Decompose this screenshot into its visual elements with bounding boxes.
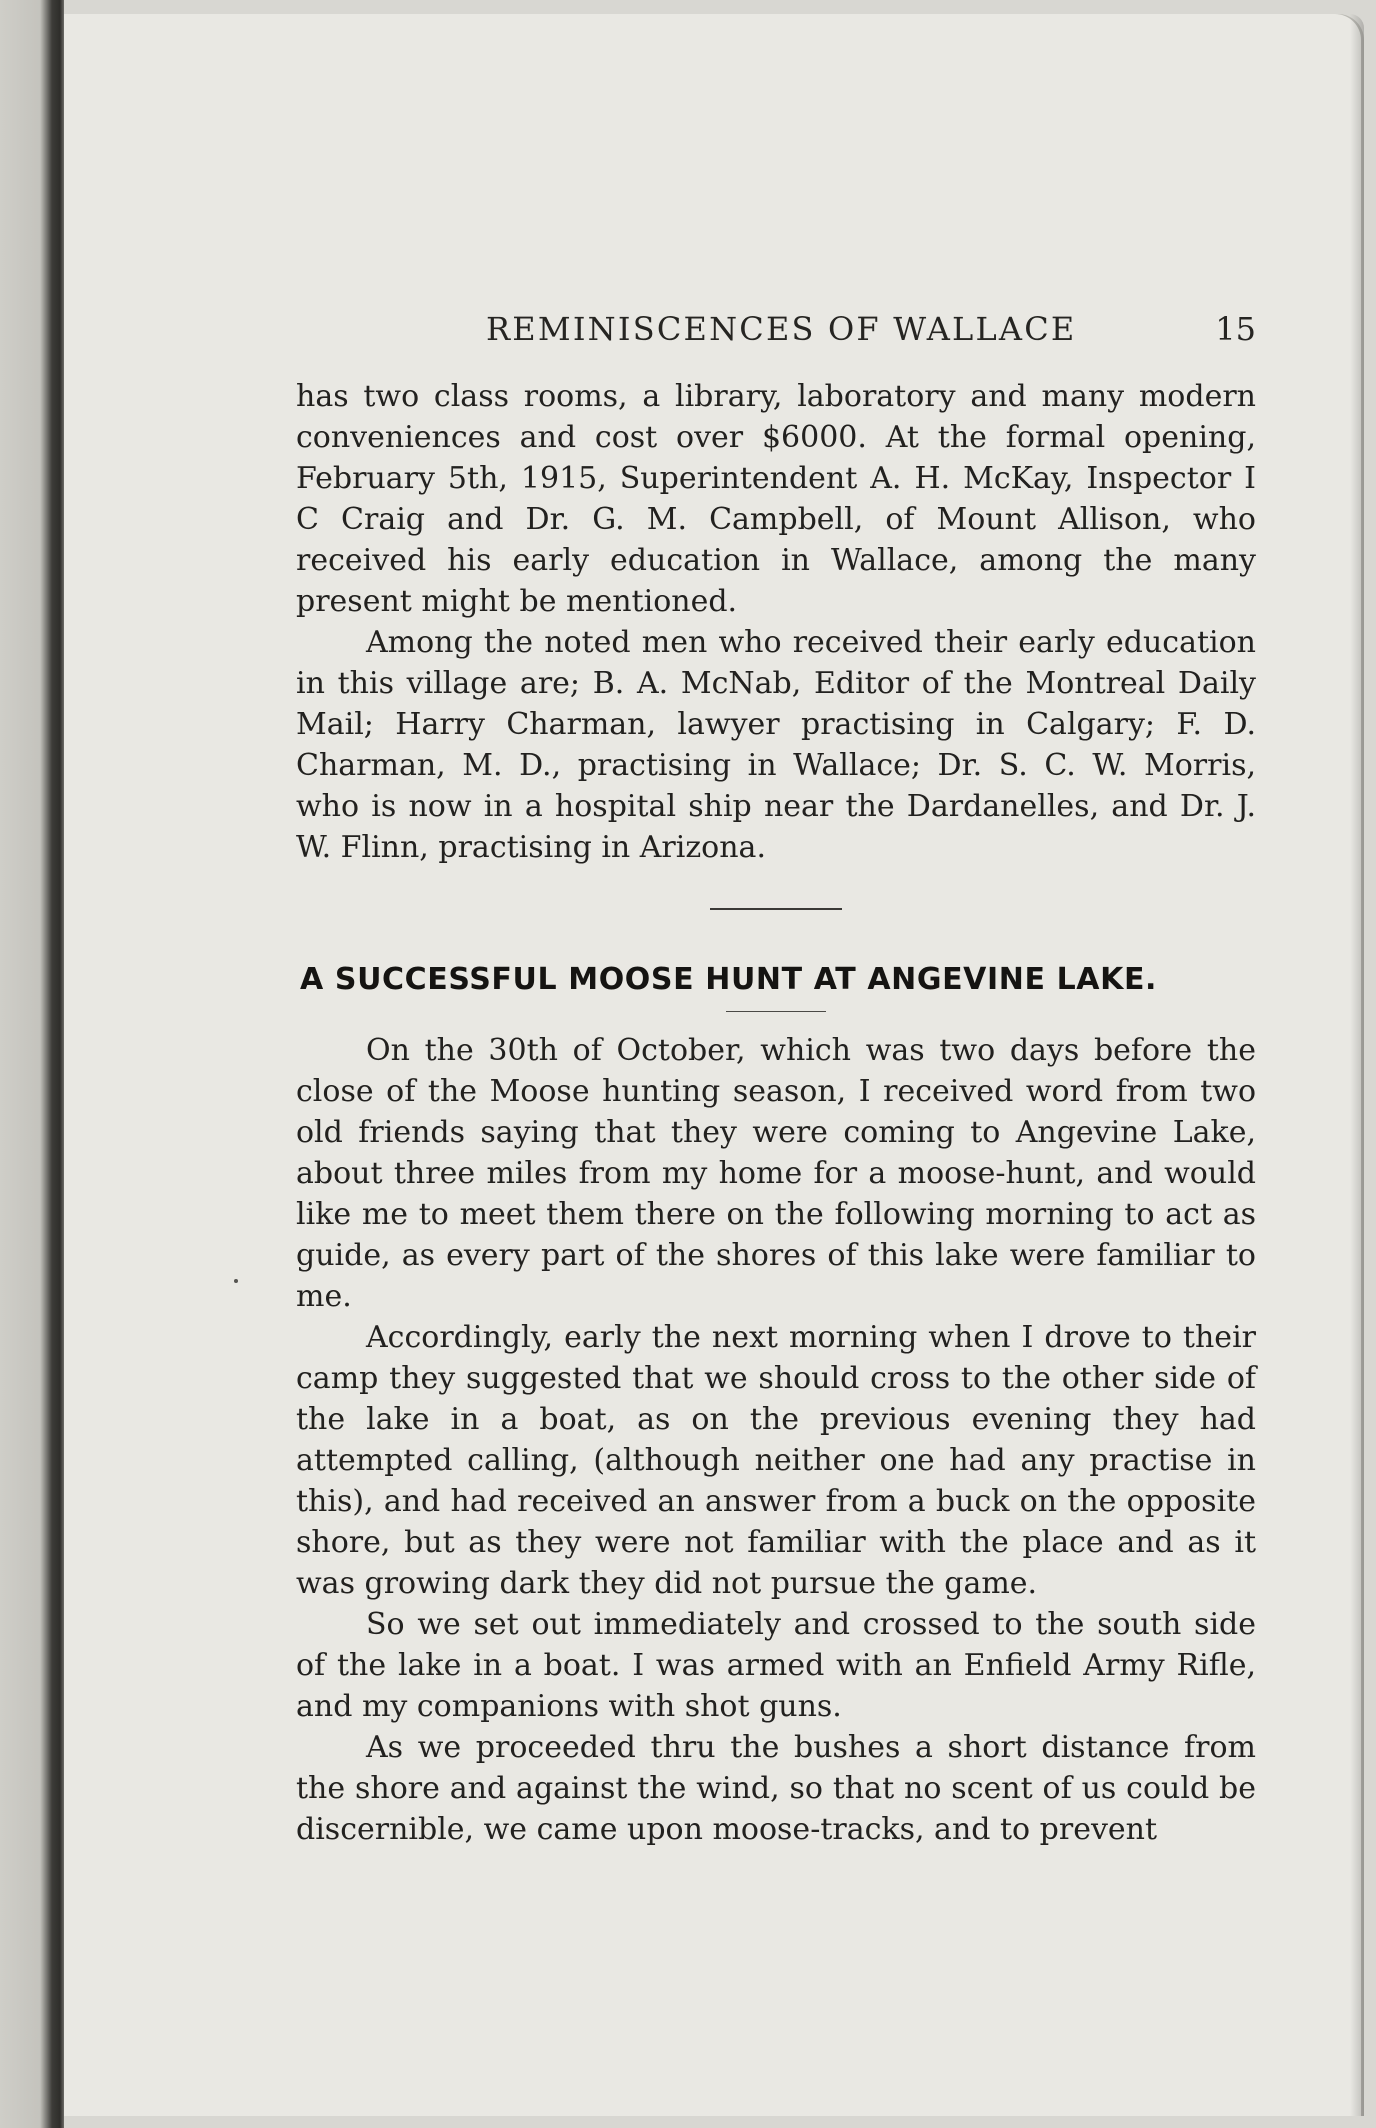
facing-page-edge bbox=[0, 0, 64, 2128]
paragraph-continued: has two class rooms, a library, laboratory and many modern conveniences and cost over $6000. At the formal opening, February 5th, 1915, Superintendent A. H. McKay, Inspector I C Craig and Dr. G. M. Campbell, of Mount Allison, who received his early education in Wallace, among the many present might be mentioned. bbox=[296, 379, 1256, 619]
title-underline-rule bbox=[726, 1011, 826, 1012]
page-text-block bbox=[296, 304, 1256, 1850]
section-title: A SUCCESSFUL MOOSE HUNT AT ANGEVINE LAKE. bbox=[300, 962, 1158, 997]
paragraph-accordingly: Accordingly, early the next morning when I drove to their camp they suggested that we should cross to the other side of the lake in a boat, as on the previous evening they had attempted calling, (although neither one had any practise in this), and had received an answer from a buck on the opposite shore, but as they were not familiar with the place and as it was growing dark they did not pursue the game. bbox=[296, 1320, 1256, 1601]
page-number: 15 bbox=[1215, 310, 1256, 348]
paragraph-proceeded: As we proceeded thru the bushes a short distance from the shore and against the wind, so that no scent of us could be discernible, we came upon moose-tracks, and to prevent bbox=[296, 1730, 1256, 1847]
paragraph-set-out: So we set out immediately and crossed to the south side of the lake in a boat. I was armed with an Enfield Army Rifle, and my companions with shot guns. bbox=[296, 1607, 1256, 1724]
scan-speck bbox=[234, 1279, 238, 1283]
paragraph-october: On the 30th of October, which was two days before the close of the Moose hunting season, I received word from two old friends saying that they were coming to Angevine Lake, about three miles from my home for a moose-hunt, and would like me to meet them there on the following morning to act as guide, as every part of the shores of this lake were familiar to me. bbox=[296, 1033, 1256, 1314]
section-divider-rule bbox=[710, 908, 842, 910]
paragraph-noted-men: Among the noted men who received their early education in this village are; B. A. McNab, Editor of the Montreal Daily Mail; Harry Charman, lawyer practising in Calgary; F. D. Charman, M. D., practising in Wallace; Dr. S. C. W. Morris, who is now in a hospital ship near the Dardanelles, and Dr. J. W. Flinn, practising in Arizona. bbox=[296, 625, 1256, 865]
page-header bbox=[296, 304, 1256, 356]
running-head: REMINISCENCES OF WALLACE bbox=[486, 310, 1077, 348]
book-page bbox=[64, 14, 1364, 2116]
